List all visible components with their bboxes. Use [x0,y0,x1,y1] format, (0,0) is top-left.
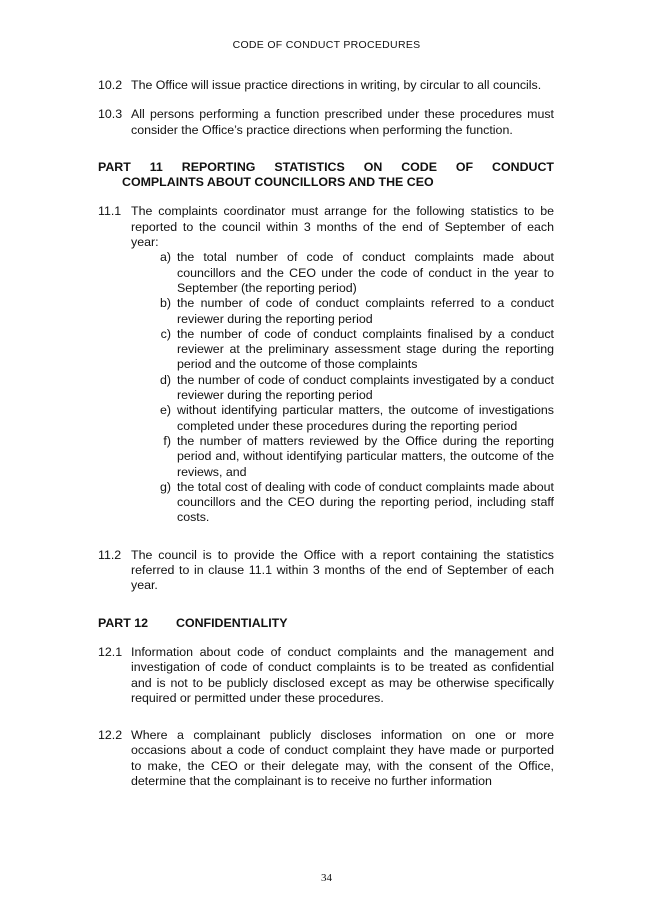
part-11-heading-line1: PART 11 REPORTING STATISTICS ON CODE OF CONDUCT [98,159,554,174]
clause-text: Information about code of conduct complaints and the management and investigation of code of conduct complaints is to be treated as confidential and is not to be publicly disclosed except as may be otherwise specifically required or permitted under these procedures. [131,644,554,705]
list-item: f) the number of matters reviewed by the Office during the reporting period and, without identifying particular matters, the outcome of the reviews, and [163,433,554,479]
clause-text: All persons performing a function prescribed under these procedures must consider the Office’s practice directions when performing the function. [131,107,554,137]
clause-12-2 [98,728,554,789]
part-12-title: CONFIDENTIALITY [176,615,288,630]
clause-12-1 [98,645,554,706]
list-item: d) the number of code of conduct complaints investigated by a conduct reviewer during the reporting period [159,372,554,403]
list-item: g) the total cost of dealing with code of conduct complaints made about councillors and the CEO during the reporting period, including staff costs. [159,479,554,525]
clause-10-3 [98,107,554,138]
part-11-heading-line2: COMPLAINTS ABOUT COUNCILLORS AND THE CEO [122,175,434,190]
clause-text: The complaints coordinator must arrange for the following statistics to be reported to the council within 3 months of the end of September of each year: [131,204,554,250]
running-header: CODE OF CONDUCT PROCEDURES [232,39,421,51]
clause-10-2 [98,78,554,93]
clause-text: Where a complainant publicly discloses information on one or more occasions about a code of conduct complaint they have made or purported to make, the CEO or their delegate may, with the consent of the Office, determine that the complainant is to receive no further information [131,728,554,788]
clause-number: 10.2 [98,78,123,92]
clause-number: 12.1 [98,644,123,659]
clause-11-1 [98,204,554,250]
list-item: c) the number of code of conduct complaints finalised by a conduct reviewer at the preliminary assessment stage during the reporting period and the outcome of those complaints [160,326,554,372]
clause-number: 12.2 [98,728,123,743]
clause-number: 11.1 [98,204,122,219]
clause-number: 11.2 [98,547,122,562]
part-12-label: PART 12 [98,615,149,630]
list-item: e) without identifying particular matters, the outcome of investigations completed under these procedures during the reporting period [159,403,554,433]
clause-number: 10.3 [98,107,123,122]
page-content [98,78,554,789]
part-11-heading [98,160,554,191]
clause-11-2 [98,548,554,594]
part-12-heading [98,616,554,631]
clause-text: The council is to provide the Office with a report containing the statistics referred to in clause 11.1 within 3 months of the end of September of each year. [131,547,554,593]
list-item: b) the number of code of conduct complaints referred to a conduct reviewer during the reporting period [159,296,554,326]
page-number: 34 [321,872,332,884]
clause-text: The Office will issue practice directions in writing, by circular to all councils. [131,78,542,92]
list-item: a) the total number of code of conduct complaints made about councillors and the CEO under the code of conduct in the year to September (the reporting period) [159,250,554,295]
